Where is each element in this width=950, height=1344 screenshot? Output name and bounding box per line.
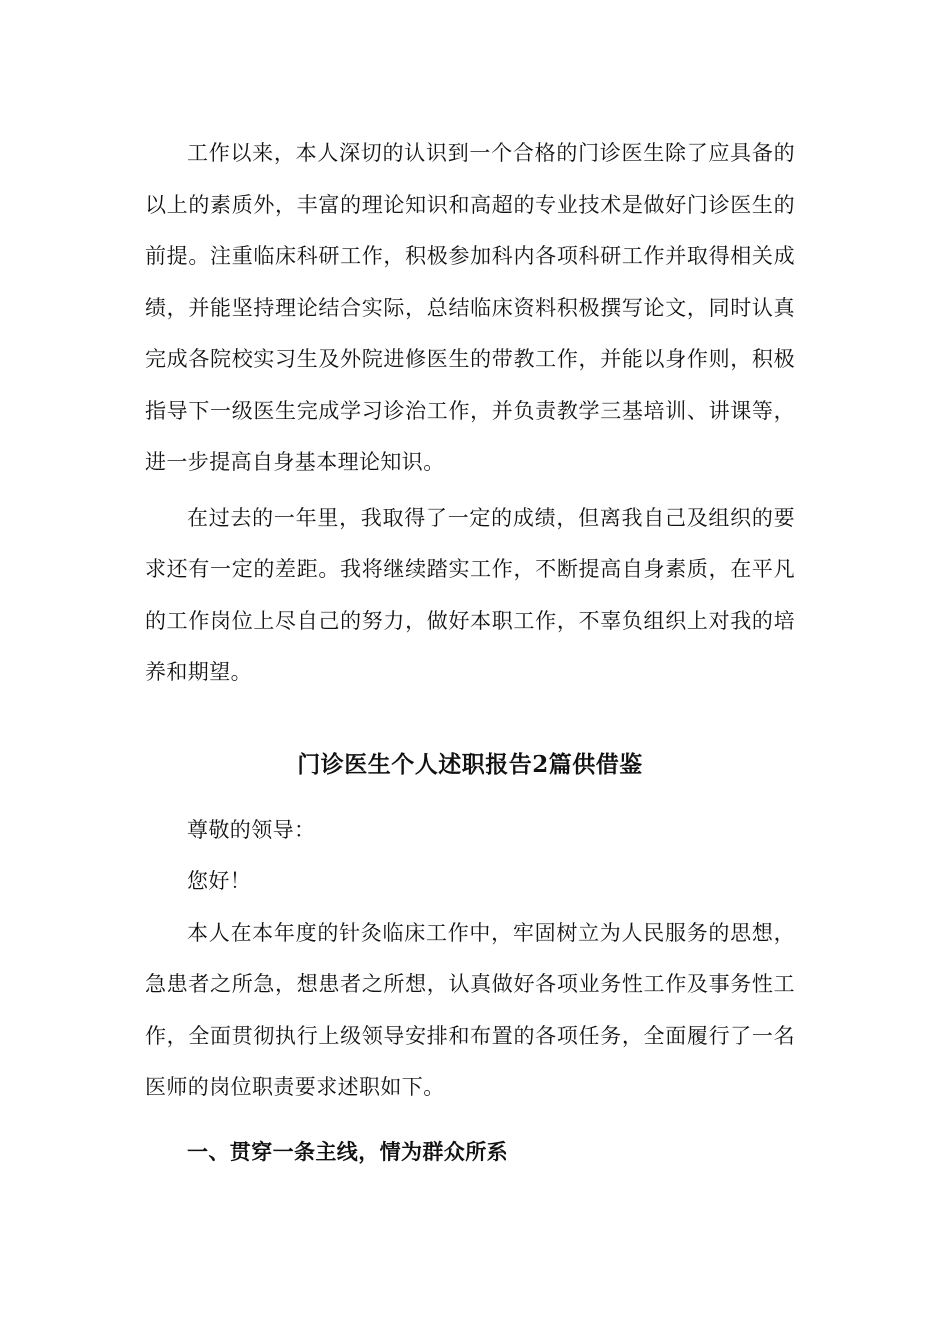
paragraph-intro: 本人在本年度的针灸临床工作中，牢固树立为人民服务的思想，急患者之所急，想患者之所想，认真做好各项业务性工作及事务性工作，全面贯彻执行上级领导安排和布置的各项任务，全面履行了一名医师的岗位职责要求述职如下。 [145, 920, 795, 1099]
paragraph-year-review: 在过去的一年里，我取得了一定的成绩，但离我自己及组织的要求还有一定的差距。我将继续踏实工作，不断提高自身素质，在平凡的工作岗位上尽自己的努力，做好本职工作，不辜负组织上对我的培养和期望。 [145, 505, 795, 684]
document-body [145, 128, 795, 1177]
section-heading: 一、贯穿一条主线，情为群众所系 [187, 1138, 508, 1164]
salutation: 尊敬的领导： [187, 817, 316, 842]
paragraph-work-summary: 工作以来，本人深切的认识到一个合格的门诊医生除了应具备的以上的素质外，丰富的理论知识和高超的专业技术是做好门诊医生的前提。注重临床科研工作，积极参加科内各项科研工作并取得相关成绩，并能坚持理论结合实际，总结临床资料积极撰写论文，同时认真完成各院校实习生及外院进修医生的带教工作，并能以身作则，积极指导下一级医生完成学习诊治工作，并负责教学三基培训、讲课等，进一步提高自身基本理论知识。 [145, 141, 795, 474]
document-title: 门诊医生个人述职报告2篇供借鉴 [297, 750, 643, 778]
greeting: 您好！ [187, 869, 252, 893]
